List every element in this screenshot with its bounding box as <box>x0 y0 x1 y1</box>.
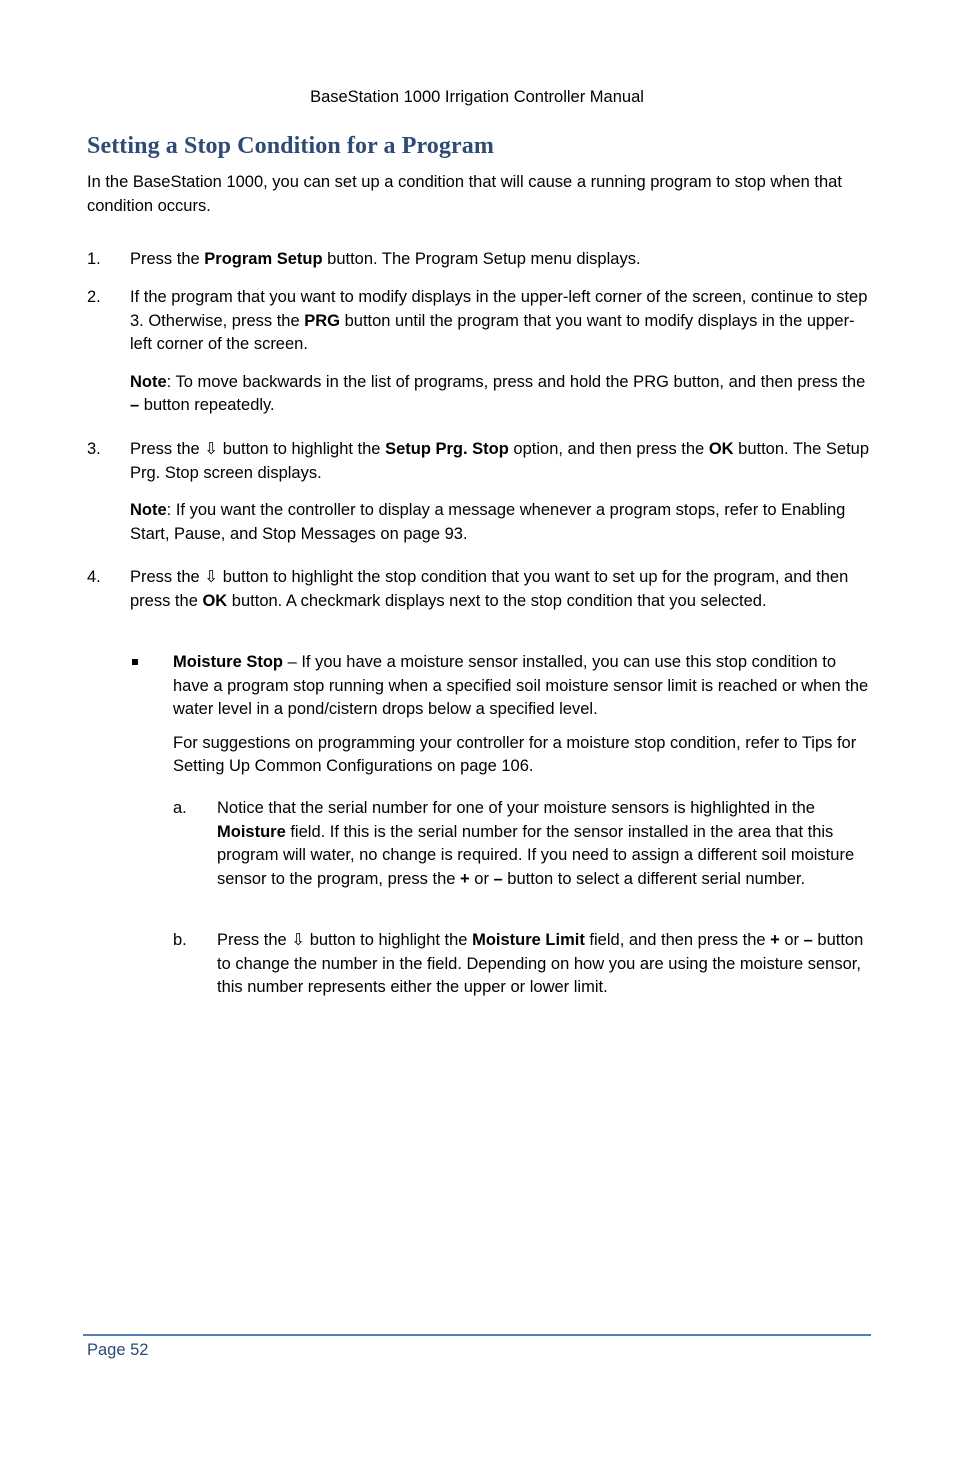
square-bullet-icon <box>132 659 138 665</box>
ok-term: OK <box>708 440 734 458</box>
ok-term: OK <box>202 591 228 610</box>
step-body: If the program that you want to modify displays in the upper-left corner of the screen, continue to step 3. Otherwise, press the PRG button until the program that you want to modify displays in the upper-left corner of the screen. Note: To move backwards in the list of programs, press and hold the PRG button, and then press the – button repeatedly. <box>130 286 870 418</box>
step-number: 2. <box>87 288 101 306</box>
step-number: 4. <box>87 568 101 586</box>
moisture-stop-term: Moisture Stop <box>173 653 283 671</box>
moisture-term: Moisture <box>217 822 286 841</box>
note-label: Note <box>130 501 167 519</box>
note: Note: To move backwards in the list of programs, press and hold the PRG button, and then press the – button repeatedly. <box>130 372 866 414</box>
bullet-paragraph: For suggestions on programming your controller for a moisture stop condition, refer to Tips for Setting Up Common Configurations on page 106. <box>173 733 857 775</box>
step-body: Press the Program Setup button. The Program Setup menu displays. <box>130 250 641 268</box>
program-setup-term: Program Setup <box>204 250 323 268</box>
moisture-limit-term: Moisture Limit <box>472 931 585 949</box>
substep-letter: a. <box>173 799 187 817</box>
setup-prg-stop-term: Setup Prg. Stop <box>385 440 509 458</box>
running-header: BaseStation 1000 Irrigation Controller Manual <box>310 88 644 106</box>
prg-term: PRG <box>304 311 341 330</box>
intro-paragraph: In the BaseStation 1000, you can set up a condition that will cause a running program to stop when that condition occurs. <box>87 173 842 215</box>
manual-page: BaseStation 1000 Irrigation Controller Manual Setting a Stop Condition for a Program In the BaseStation 1000, you can set up a condition that will cause a running program to stop when that condition occurs. 1. Press the Program Setup button. The Program Setup menu displays. 2. If the program that you want to modify displays in the upper-left corner of the screen, continue to step 3. Otherwise, press the PRG button until the program that you want to modify displays in the upper-left corner of the screen. Note: To move backwards in the list of programs, press and hold the PRG button, and then press the – button repeatedly. 3. Press the ⇩ button to highlight the Setup Prg. Stop option, and then press the OK button. The Setup Prg. Stop screen displays. Note: If you want the controller to display a message whenever a program stops, refer to Enabling Start, Pause, and Stop Messages on page 93. 4. Press the ⇩ button to highlight the stop condition that you want to set up for the program, and then press the OK button. A checkmark displays next to the stop condition that you selected. Moisture Stop – If you have a moisture sensor installed, you can use this stop condition to have a program stop running when a specified soil moisture sensor limit is reached or when the water level in a pond/cistern drops below a specified level. For suggestions on programming your controller for a moisture stop condition, refer to Tips for Setting Up Common Configurations on page 106. a. Notice that the serial number for one of your moisture sensors is highlighted in the Moisture field. If this is the serial number for the sensor installed in the area that this program will water, no change is required. If you need to assign a different soil moisture sensor to the program, press the + or – button to select a different serial number. b. Press the ⇩ button to highlight the Moisture Limit field, and then press the + or – button to change the number in the field. Depending on how you are using the moisture sensor, this number represents either the upper or lower limit. Page 52 <box>0 0 954 1475</box>
step-number: 1. <box>87 250 101 268</box>
section-title: Setting a Stop Condition for a Program <box>87 133 494 159</box>
step-number: 3. <box>87 440 101 458</box>
page-number: Page 52 <box>87 1341 149 1359</box>
footer-divider <box>83 1334 871 1336</box>
substep-letter: b. <box>173 931 187 949</box>
step-body: Press the ⇩ button to highlight the stop condition that you want to set up for the program, and then press the OK button. A checkmark displays next to the stop condition that you selected. <box>130 568 849 610</box>
note: Note: If you want the controller to display a message whenever a program stops, refer to Enabling Start, Pause, and Stop Messages on page 93. <box>130 501 846 543</box>
step-body: Press the ⇩ button to highlight the Setup Prg. Stop option, and then press the OK button. The Setup Prg. Stop screen displays. Note: If you want the controller to display a message whenever a program stops, refer to Enabling Start, Pause, and Stop Messages on page 93. <box>130 438 870 546</box>
note-label: Note <box>130 372 167 391</box>
